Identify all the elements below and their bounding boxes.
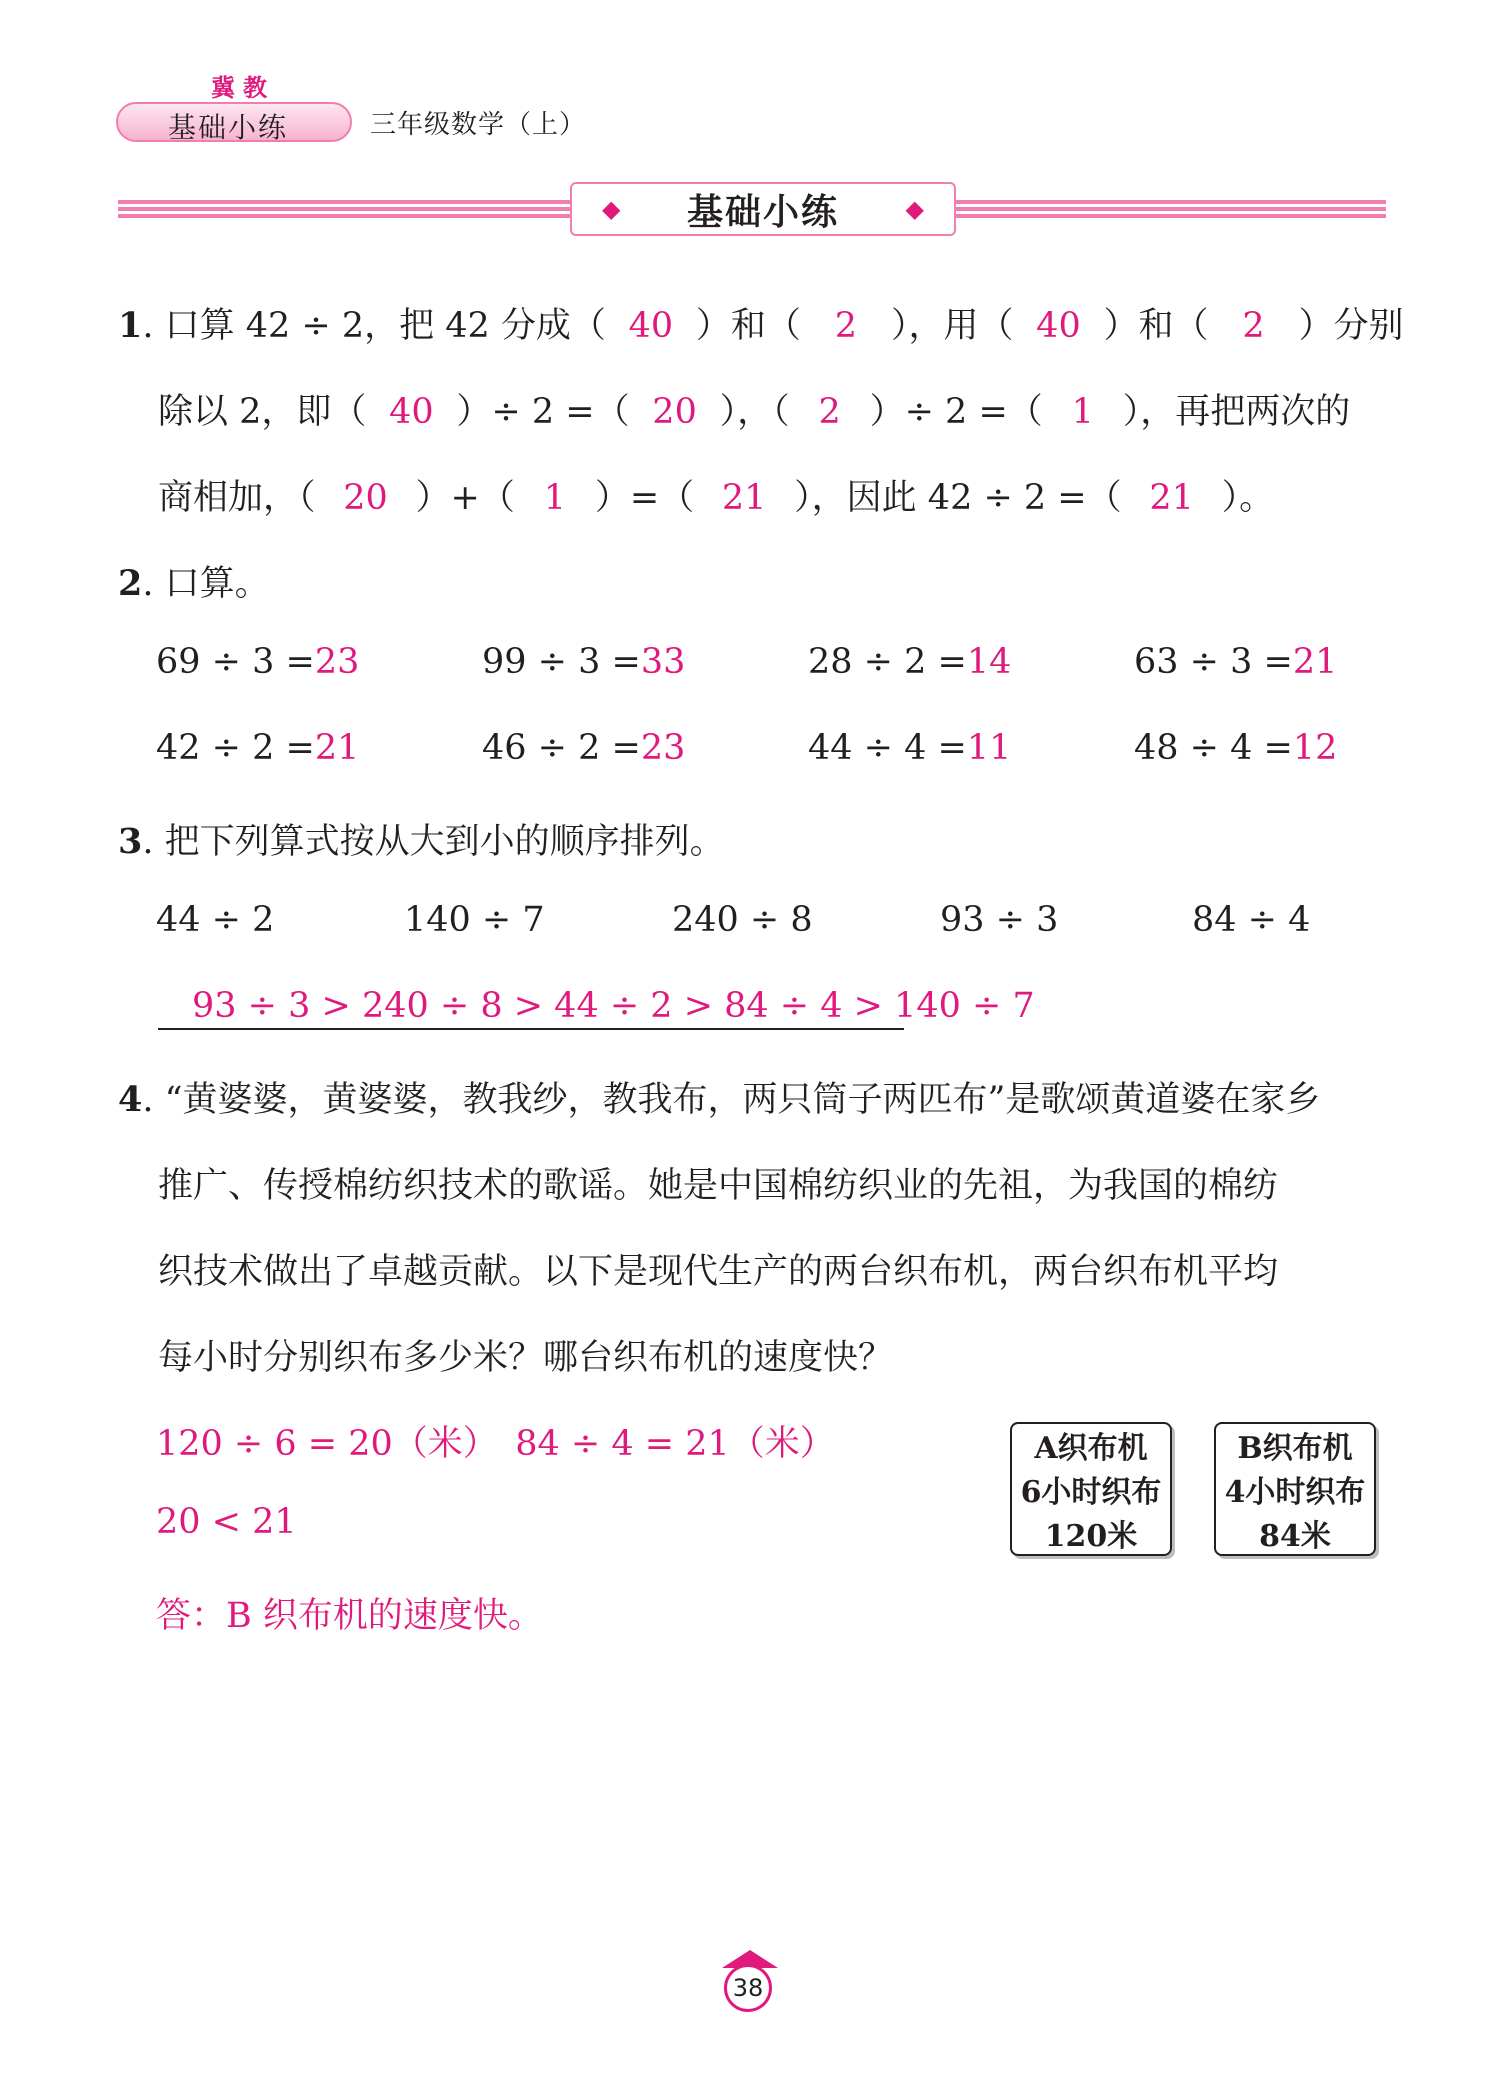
q4-text: “黄婆婆，黄婆婆，教我纱，教我布，两只筒子两匹布”是歌颂黄道婆在家乡 (164, 1080, 1321, 1120)
q1-text: ）和（ (1103, 306, 1209, 346)
q1-blank: 1 (543, 478, 566, 518)
q4-line-1: 4. “黄婆婆，黄婆婆，教我纱，教我布，两只筒子两匹布”是歌颂黄道婆在家乡 (118, 1079, 1321, 1120)
mental-calc-item: 42 ÷ 2 =21 (156, 728, 360, 768)
mental-calc-answer: 23 (640, 728, 686, 768)
loom-amount: 84米 (1259, 1519, 1331, 1554)
q4-line-2: 推广、传授棉纺织技术的歌谣。她是中国棉纺织业的先祖，为我国的棉纺 (158, 1166, 1279, 1206)
q4-answer: 答：B 织布机的速度快。 (156, 1596, 543, 1636)
q1-text: ）+（ (415, 478, 515, 518)
order-item: 240 ÷ 8 (672, 900, 813, 940)
page-number: 38 (724, 1964, 772, 2012)
brand-name: 基础小练 (168, 111, 289, 144)
mental-calc-item: 44 ÷ 4 =11 (808, 728, 1012, 768)
q1-blank: 21 (721, 478, 767, 518)
q1-blank: 2 (834, 306, 858, 346)
q1-text: ）。 (1221, 478, 1275, 518)
q1-blank: 20 (652, 392, 697, 432)
q1-text: 除以 2，即（ (158, 392, 367, 432)
brand-top-label: 冀教 (211, 74, 275, 102)
brand-logo (116, 68, 356, 148)
q4-work-2: 20 < 21 (156, 1502, 297, 1542)
section-title: 基础小练 (686, 191, 839, 233)
q1-text: ），用（ (890, 306, 1014, 346)
q4-work-1: 120 ÷ 6 = 20（米） 84 ÷ 4 = 21（米） (156, 1424, 835, 1464)
page-number-badge (718, 1950, 782, 2020)
loom-card-b (1214, 1422, 1376, 1556)
loom-name: B织布机 (1237, 1431, 1353, 1466)
order-item: 84 ÷ 4 (1192, 900, 1311, 940)
question-number: 2 (118, 563, 143, 604)
q1-text: ），（ (719, 392, 790, 432)
mental-calc-item: 48 ÷ 4 =12 (1134, 728, 1338, 768)
q3-title: 3. 把下列算式按从大到小的顺序排列。 (118, 821, 725, 862)
q1-text: 商相加，（ (158, 478, 316, 518)
q1-text: ）分别 (1298, 306, 1404, 346)
q1-blank: 20 (343, 478, 388, 518)
q1-line-1: 1. 口算 42 ÷ 2，把 42 分成（ 40 ）和（ 2 ），用（ 40 ）和（ 2 ）分别 (118, 305, 1404, 346)
q1-blank: 2 (818, 392, 841, 432)
mental-calc-answer: 11 (966, 728, 1012, 768)
mental-calc-item: 69 ÷ 3 =23 (156, 642, 360, 682)
q1-text: ）÷ 2 =（ (869, 392, 1043, 432)
mental-calc-item: 63 ÷ 3 =21 (1134, 642, 1338, 682)
loom-card-a (1010, 1422, 1172, 1556)
q1-text: ）÷ 2 =（ (456, 392, 630, 432)
q1-text: ）和（ (695, 306, 801, 346)
loom-name: A织布机 (1034, 1431, 1148, 1466)
mental-calc-answer: 33 (640, 642, 686, 682)
loom-amount: 120米 (1044, 1519, 1138, 1554)
diamond-icon: ◆ (905, 195, 924, 223)
q1-blank: 40 (389, 392, 434, 432)
mental-calc-item: 99 ÷ 3 =33 (482, 642, 686, 682)
mental-calc-answer: 12 (1292, 728, 1338, 768)
q1-line-2 (158, 384, 1350, 434)
mental-calc-answer: 23 (314, 642, 360, 682)
order-item: 44 ÷ 2 (156, 900, 275, 940)
loom-time: 6小时织布 (1020, 1475, 1162, 1510)
q1-line-3 (158, 470, 1274, 520)
diamond-icon: ◆ (602, 195, 621, 223)
section-title-box (570, 182, 956, 236)
q2-title-text: 口算。 (164, 564, 270, 604)
q1-blank: 2 (1242, 306, 1265, 346)
q4-line-4: 每小时分别织布多少米？哪台织布机的速度快？ (158, 1338, 894, 1378)
answer-underline (158, 1028, 904, 1030)
mental-calc-answer: 14 (966, 642, 1012, 682)
mental-calc-item: 28 ÷ 2 =14 (808, 642, 1012, 682)
order-item: 140 ÷ 7 (404, 900, 545, 940)
q2-title: 2. 口算。 (118, 563, 270, 604)
q1-blank: 21 (1149, 478, 1194, 518)
order-answer: 93 ÷ 3 > 240 ÷ 8 > 44 ÷ 2 > 84 ÷ 4 > 140 ÷ 7 (192, 986, 1035, 1026)
q1-blank: 40 (1036, 306, 1081, 346)
mental-calc-item: 46 ÷ 2 =23 (482, 728, 686, 768)
order-item: 93 ÷ 3 (940, 900, 1059, 940)
mental-calc-answer: 21 (1292, 642, 1338, 682)
question-number: 1 (118, 305, 143, 346)
q1-blank: 1 (1071, 392, 1094, 432)
loom-time: 4小时织布 (1224, 1475, 1366, 1510)
q1-text: 口算 42 ÷ 2，把 42 分成（ (164, 306, 606, 346)
mental-calc-answer: 21 (314, 728, 360, 768)
grade-label: 三年级数学（上） (370, 110, 587, 140)
q1-text: ），再把两次的 (1122, 392, 1351, 432)
question-number: 3 (118, 821, 143, 862)
question-number: 4 (118, 1079, 143, 1120)
q1-text: ）=（ (594, 478, 695, 518)
q4-line-3: 织技术做出了卓越贡献。以下是现代生产的两台织布机，两台织布机平均 (158, 1252, 1279, 1292)
q1-blank: 40 (628, 306, 674, 346)
q1-text: ），因此 42 ÷ 2 =（ (794, 478, 1122, 518)
q3-title-text: 把下列算式按从大到小的顺序排列。 (164, 822, 725, 862)
